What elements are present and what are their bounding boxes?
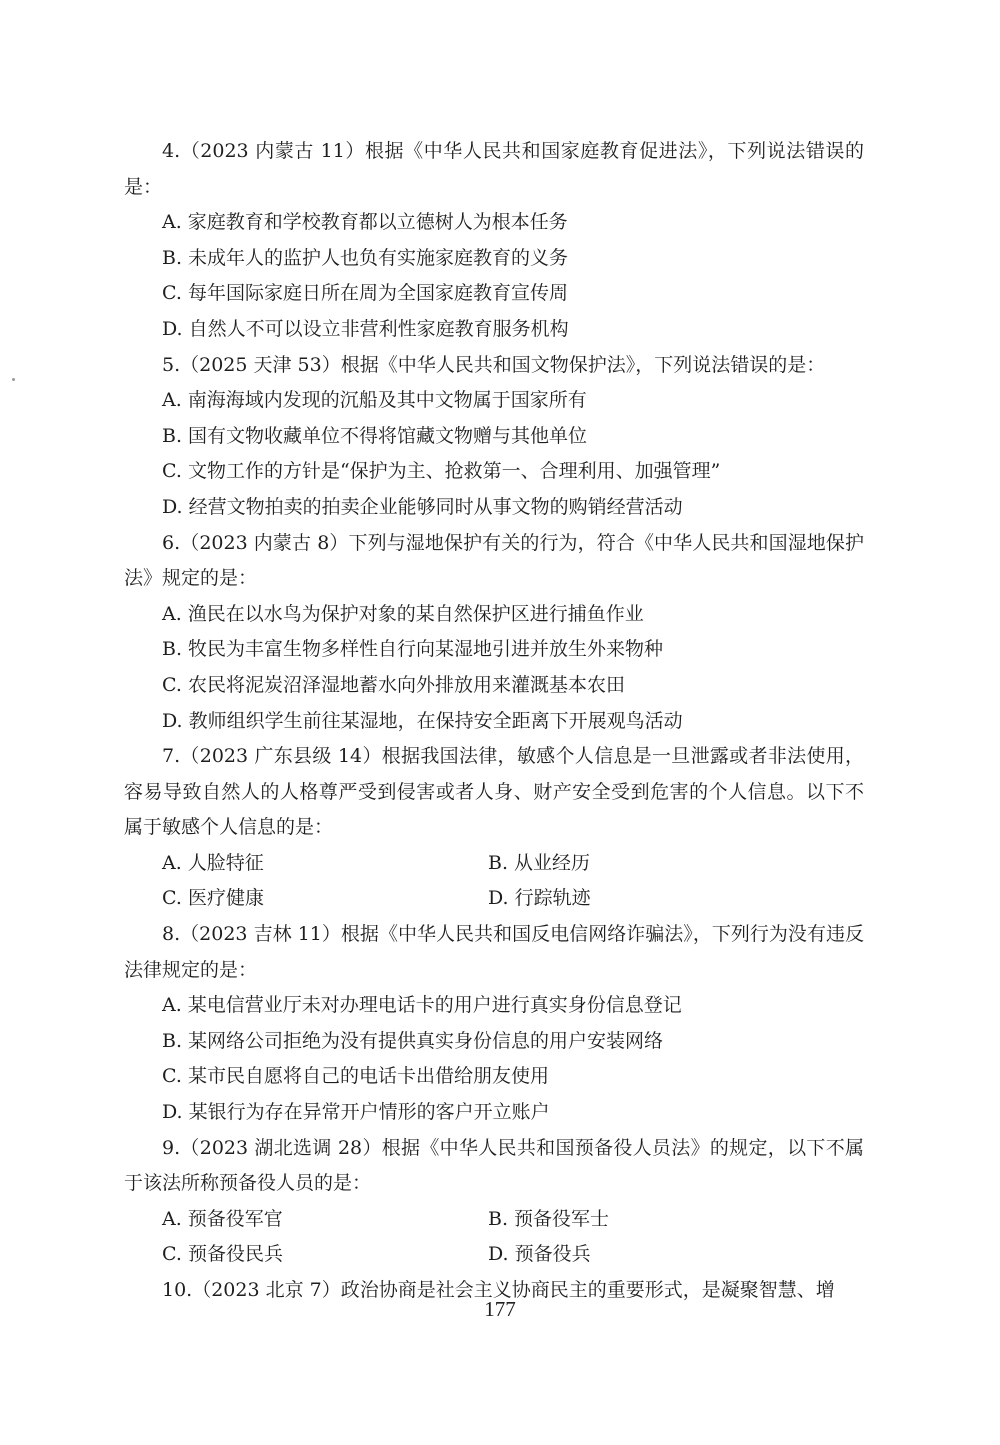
option-c: C. 每年国际家庭日所在周为全国家庭教育宣传周 <box>162 282 568 305</box>
page-number: 177 <box>484 1297 516 1321</box>
option-row <box>124 881 864 917</box>
option-c: C. 农民将泥炭沼泽湿地蓄水向外排放用来灌溉基本农田 <box>162 673 625 696</box>
option-a: A. 南海海域内发现的沉船及其中文物属于国家所有 <box>162 389 587 412</box>
option-a: A. 预备役军官 <box>162 1207 283 1230</box>
scan-speck <box>12 378 15 381</box>
option-a: A. 人脸特征 <box>162 851 264 874</box>
option-c: C. 文物工作的方针是“保护为主、抢救第一、合理利用、加强管理” <box>162 460 721 483</box>
option-b: B. 牧民为丰富生物多样性自行向某湿地引进并放生外来物种 <box>162 638 664 661</box>
option-b: B. 国有文物收藏单位不得将馆藏文物赠与其他单位 <box>162 424 588 447</box>
option-row <box>124 846 864 882</box>
question-stem: 6.（2023 内蒙古 8）下列与湿地保护有关的行为，符合《中华人民共和国湿地保护法》规定的是： <box>124 531 864 590</box>
question-4 <box>124 134 864 348</box>
option-d: D. 经营文物拍卖的拍卖企业能够同时从事文物的购销经营活动 <box>162 495 683 518</box>
question-stem: 4.（2023 内蒙古 11）根据《中华人民共和国家庭教育促进法》，下列说法错误的是： <box>124 140 864 198</box>
option-c: C. 某市民自愿将自己的电话卡出借给朋友使用 <box>162 1065 549 1088</box>
option-a: A. 渔民在以水鸟为保护对象的某自然保护区进行捕鱼作业 <box>162 602 644 625</box>
question-stem: 8.（2023 吉林 11）根据《中华人民共和国反电信网络诈骗法》，下列行为没有违反法律规定的是： <box>124 923 864 981</box>
question-8 <box>124 917 864 1131</box>
option-b: B. 从业经历 <box>488 851 591 874</box>
option-b: B. 某网络公司拒绝为没有提供真实身份信息的用户安装网络 <box>162 1029 664 1052</box>
option-c: C. 预备役民兵 <box>162 1243 283 1266</box>
question-5 <box>124 348 864 526</box>
option-a: A. 家庭教育和学校教育都以立德树人为根本任务 <box>162 211 568 234</box>
option-d: D. 教师组织学生前往某湿地，在保持安全距离下开展观鸟活动 <box>162 709 683 732</box>
question-stem: 7.（2023 广东县级 14）根据我国法律，敏感个人信息是一旦泄露或者非法使用，容易导致自然人的人格尊严受到侵害或者人身、财产安全受到危害的个人信息。以下不属于敏感个人信息的是： <box>124 745 864 839</box>
question-7 <box>124 739 864 917</box>
option-d: D. 某银行为存在异常开户情形的客户开立账户 <box>162 1101 550 1124</box>
question-stem: 10.（2023 北京 7）政治协商是社会主义协商民主的重要形式，是凝聚智慧、增 <box>162 1279 835 1301</box>
option-b: B. 预备役军士 <box>488 1207 610 1230</box>
option-d: D. 预备役兵 <box>488 1243 591 1266</box>
option-d: D. 自然人不可以设立非营利性家庭教育服务机构 <box>162 317 569 340</box>
option-b: B. 未成年人的监护人也负有实施家庭教育的义务 <box>162 246 569 269</box>
option-c: C. 医疗健康 <box>162 887 264 910</box>
option-row <box>124 1237 864 1273</box>
option-d: D. 行踪轨迹 <box>488 887 591 910</box>
option-row <box>124 1202 864 1238</box>
option-a: A. 某电信营业厅未对办理电话卡的用户进行真实身份信息登记 <box>162 994 682 1017</box>
question-6 <box>124 526 864 740</box>
question-list <box>124 134 864 1309</box>
question-stem: 9.（2023 湖北选调 28）根据《中华人民共和国预备役人员法》的规定，以下不属于该法所称预备役人员的是： <box>124 1136 864 1195</box>
question-9 <box>124 1131 864 1273</box>
question-stem: 5.（2025 天津 53）根据《中华人民共和国文物保护法》，下列说法错误的是： <box>162 353 826 376</box>
